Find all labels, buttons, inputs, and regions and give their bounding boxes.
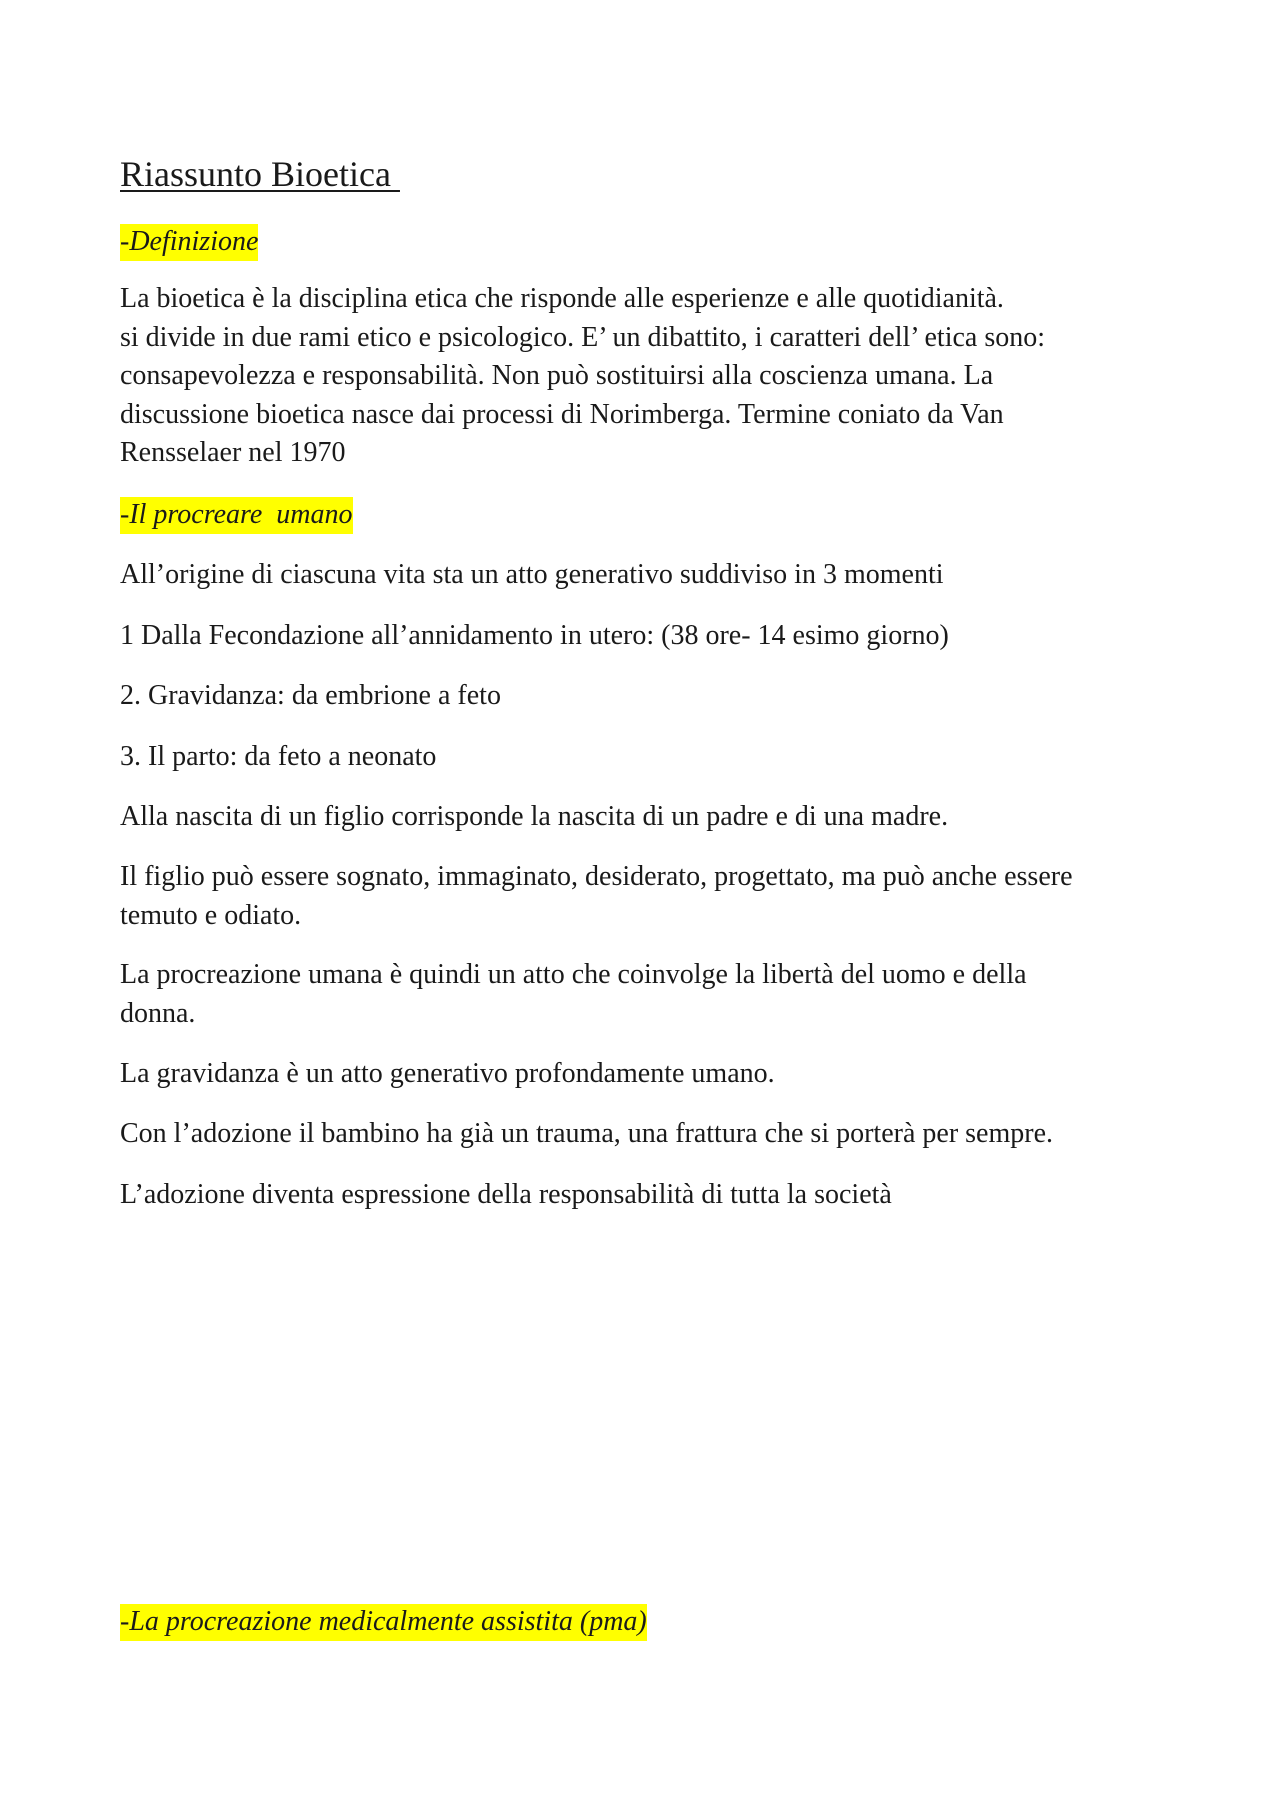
section-heading-pma [120, 1604, 647, 1640]
paragraph-line: La bioetica è la disciplina etica che risponde alle esperienze e alle quotidianità. [120, 283, 1004, 314]
paragraph-line: 1 Dalla Fecondazione all’annidamento in utero: (38 ore- 14 esimo giorno) [120, 620, 949, 651]
paragraph-line: All’origine di ciascuna vita sta un atto generativo suddiviso in 3 momenti [120, 559, 944, 590]
paragraph-line: Con l’adozione il bambino ha già un trauma, una frattura che si porterà per sempre. [120, 1118, 1053, 1149]
paragraph-line: Il figlio può essere sognato, immaginato, desiderato, progettato, ma può anche essere [120, 861, 1073, 892]
heading-highlight: -Il procreare umano [120, 497, 353, 534]
paragraph-line: temuto e odiato. [120, 900, 302, 931]
document-title: Riassunto Bioetica [120, 154, 400, 194]
paragraph-line: si divide in due rami etico e psicologico. E’ un dibattito, i caratteri dell’ etica sono: [120, 322, 1046, 353]
section-heading-procreare [120, 497, 353, 533]
paragraph-line: donna. [120, 998, 196, 1029]
paragraph-line: 2. Gravidanza: da embrione a feto [120, 680, 501, 711]
heading-highlight: -Definizione [120, 224, 258, 261]
paragraph-line: Alla nascita di un figlio corrisponde la nascita di un padre e di una madre. [120, 801, 949, 832]
paragraph-line: Rensselaer nel 1970 [120, 437, 346, 468]
paragraph-line: La gravidanza è un atto generativo profondamente umano. [120, 1058, 775, 1089]
paragraph-line: 3. Il parto: da feto a neonato [120, 741, 437, 772]
paragraph-line: consapevolezza e responsabilità. Non può sostituirsi alla coscienza umana. La [120, 360, 994, 391]
paragraph-line: La procreazione umana è quindi un atto che coinvolge la libertà del uomo e della [120, 959, 1027, 990]
section-heading-definizione [120, 224, 258, 260]
heading-highlight: -La procreazione medicalmente assistita (pma) [120, 1604, 647, 1641]
paragraph-line: discussione bioetica nasce dai processi di Norimberga. Termine coniato da Van [120, 399, 1004, 430]
paragraph-line: L’adozione diventa espressione della responsabilità di tutta la società [120, 1179, 892, 1210]
